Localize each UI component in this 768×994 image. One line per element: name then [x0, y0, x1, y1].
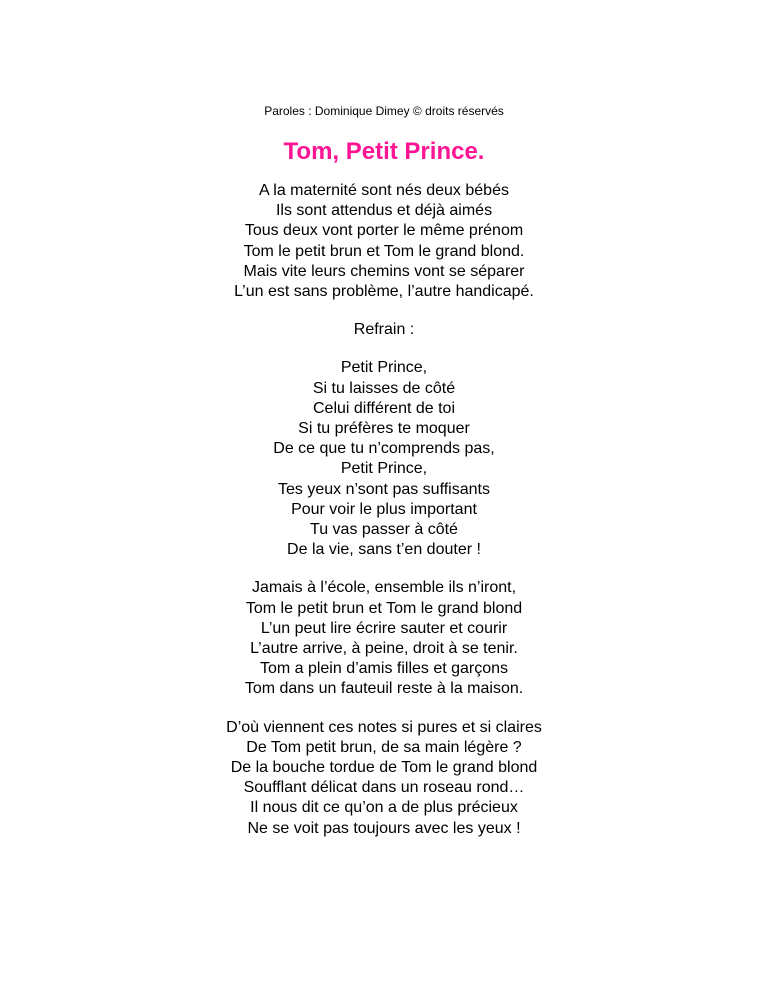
refrain-line: Petit Prince, — [340, 460, 428, 478]
song-title: Tom, Petit Prince. — [283, 138, 485, 165]
verse-line: De Tom petit brun, de sa main légère ? — [246, 738, 522, 756]
verse-line: Il nous dit ce qu’on a de plus précieux — [250, 799, 518, 817]
verse-line: Tom le petit brun et Tom le grand blond — [245, 599, 523, 617]
verse-line: Tom dans un fauteuil reste à la maison. — [244, 680, 524, 698]
verse-1 — [0, 181, 768, 302]
refrain-line: Tu vas passer à côté — [310, 521, 458, 539]
verse-line: Tom a plein d’amis filles et garçons — [259, 660, 509, 678]
verse-2 — [0, 578, 768, 699]
refrain-line: Tes yeux n’sont pas suffisants — [278, 480, 490, 498]
verse-line: Soufflant délicat dans un roseau rond… — [243, 779, 525, 797]
refrain-line: Si tu laisses de côté — [312, 379, 456, 397]
refrain-line: De ce que tu n’comprends pas, — [273, 440, 495, 458]
verse-line: Tom le petit brun et Tom le grand blond. — [243, 242, 525, 260]
refrain-line: Pour voir le plus important — [291, 500, 477, 518]
refrain-line: De la vie, sans t’en douter ! — [287, 541, 481, 559]
verse-line: Mais vite leurs chemins vont se séparer — [243, 262, 525, 280]
verse-line: Ne se voit pas toujours avec les yeux ! — [247, 819, 521, 837]
verse-line: L’un peut lire écrire sauter et courir — [260, 619, 508, 637]
verse-line: Jamais à l’école, ensemble ils n’iront, — [251, 579, 517, 597]
lyrics-credit: Paroles : Dominique Dimey © droits réservés — [264, 104, 504, 118]
verse-line: A la maternité sont nés deux bébés — [259, 182, 509, 199]
refrain-line: Celui différent de toi — [312, 399, 455, 417]
verse-line: L’autre arrive, à peine, droit à se tenir. — [250, 640, 518, 658]
verse-line: De la bouche tordue de Tom le grand blond — [230, 759, 538, 777]
refrain — [0, 358, 768, 560]
refrain-line: Petit Prince, — [340, 359, 428, 377]
verse-3 — [0, 718, 768, 839]
verse-line: Tous deux vont porter le même prénom — [244, 222, 524, 240]
refrain-label: Refrain : — [353, 321, 415, 339]
verse-line: L’un est sans problème, l’autre handicapé. — [234, 283, 534, 301]
verse-line: D’où viennent ces notes si pures et si claires — [226, 718, 542, 736]
refrain-line: Si tu préfères te moquer — [298, 420, 470, 438]
song-lyrics — [0, 181, 768, 857]
verse-line: Ils sont attendus et déjà aimés — [275, 202, 493, 220]
